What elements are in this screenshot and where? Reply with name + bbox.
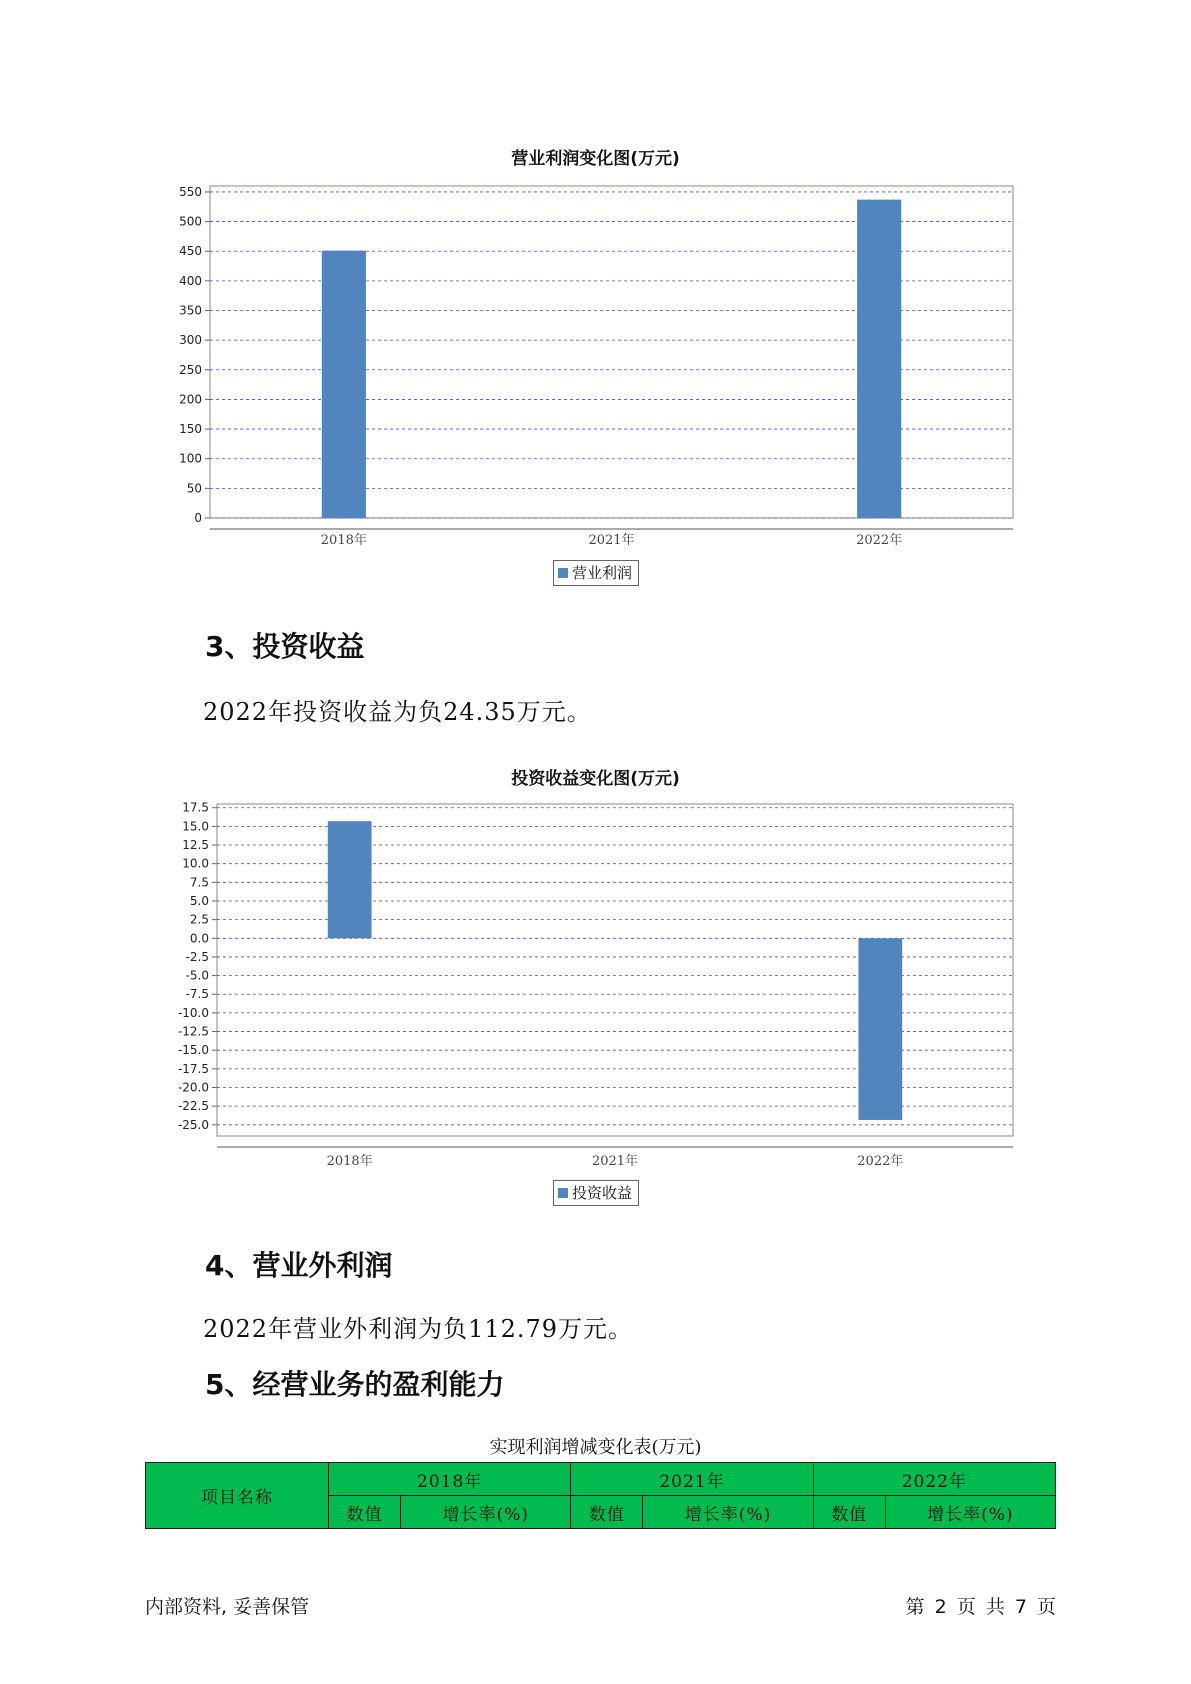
y-tick-label: -20.0 xyxy=(177,1080,209,1095)
footer-confidential: 内部资料, 妥善保管 xyxy=(145,1596,310,1618)
y-tick-label: 100 xyxy=(179,451,202,466)
y-tick-label: 15.0 xyxy=(182,819,209,834)
table-header-row xyxy=(146,1463,1056,1496)
section-heading-non-operating: 4、营业外利润 xyxy=(205,1249,393,1282)
y-tick-label: 50 xyxy=(186,481,202,496)
y-tick-label: 350 xyxy=(179,303,202,318)
chart2-legend-label: 投资收益 xyxy=(572,1184,633,1202)
y-tick-label: -7.5 xyxy=(185,987,209,1002)
value-subheader: 数值 xyxy=(571,1496,643,1529)
y-tick-label: 500 xyxy=(179,214,202,229)
y-tick-label: -15.0 xyxy=(177,1043,209,1058)
year-header: 2022年 xyxy=(813,1463,1055,1496)
x-tick-label: 2021年 xyxy=(588,533,635,548)
y-tick-label: 200 xyxy=(179,392,202,407)
footer-page-number: 第 2 页 共 7 页 xyxy=(905,1596,1056,1618)
legend-swatch-icon xyxy=(558,1188,568,1198)
chart2-title: 投资收益变化图(万元) xyxy=(511,769,680,789)
y-tick-label: 10.0 xyxy=(182,856,209,871)
y-tick-label: 12.5 xyxy=(182,838,209,853)
section-heading-investment: 3、投资收益 xyxy=(205,630,365,663)
y-tick-label: 7.5 xyxy=(189,875,209,890)
y-tick-label: -2.5 xyxy=(185,949,209,964)
y-tick-label: 0 xyxy=(194,511,202,525)
chart1-legend-label: 营业利润 xyxy=(572,564,633,582)
year-header: 2018年 xyxy=(329,1463,571,1496)
y-tick-label: 17.5 xyxy=(182,800,209,815)
profit-change-table xyxy=(145,1462,1056,1529)
x-tick-label: 2018年 xyxy=(320,533,367,548)
section-heading-profitability: 5、经营业务的盈利能力 xyxy=(205,1368,505,1401)
y-tick-label: 550 xyxy=(179,184,202,199)
y-tick-label: 0.0 xyxy=(189,931,209,946)
y-tick-label: -5.0 xyxy=(185,968,209,983)
y-tick-label: -22.5 xyxy=(177,1099,209,1114)
non-operating-text: 2022年营业外利润为负112.79万元。 xyxy=(203,1315,634,1343)
chart1-title: 营业利润变化图(万元) xyxy=(511,149,680,169)
investment-text: 2022年投资收益为负24.35万元。 xyxy=(203,698,592,726)
chart2-legend xyxy=(553,1180,639,1206)
growth-subheader: 增长率(%) xyxy=(885,1496,1055,1529)
value-subheader: 数值 xyxy=(813,1496,885,1529)
y-tick-label: -25.0 xyxy=(177,1117,209,1132)
y-tick-label: -10.0 xyxy=(177,1005,209,1020)
y-tick-label: -17.5 xyxy=(177,1061,209,1076)
item-name-header: 项目名称 xyxy=(146,1463,329,1529)
y-tick-label: 400 xyxy=(179,273,202,288)
growth-subheader: 增长率(%) xyxy=(401,1496,571,1529)
x-tick-label: 2022年 xyxy=(857,1154,904,1169)
growth-subheader: 增长率(%) xyxy=(643,1496,813,1529)
year-header: 2021年 xyxy=(571,1463,813,1496)
x-tick-label: 2021年 xyxy=(591,1154,639,1169)
y-tick-label: 450 xyxy=(179,244,202,259)
y-tick-label: 300 xyxy=(179,333,202,348)
y-tick-label: 250 xyxy=(179,362,202,377)
y-tick-label: -12.5 xyxy=(177,1024,209,1039)
y-tick-label: 2.5 xyxy=(189,912,209,927)
y-tick-label: 5.0 xyxy=(189,893,209,908)
table-caption: 实现利润增减变化表(万元) xyxy=(489,1437,702,1458)
x-tick-label: 2018年 xyxy=(326,1154,373,1169)
y-tick-label: 150 xyxy=(179,422,202,437)
x-tick-label: 2022年 xyxy=(856,533,903,548)
bar-2-0 xyxy=(328,821,372,938)
bar-2-2 xyxy=(858,938,902,1120)
value-subheader: 数值 xyxy=(329,1496,401,1529)
